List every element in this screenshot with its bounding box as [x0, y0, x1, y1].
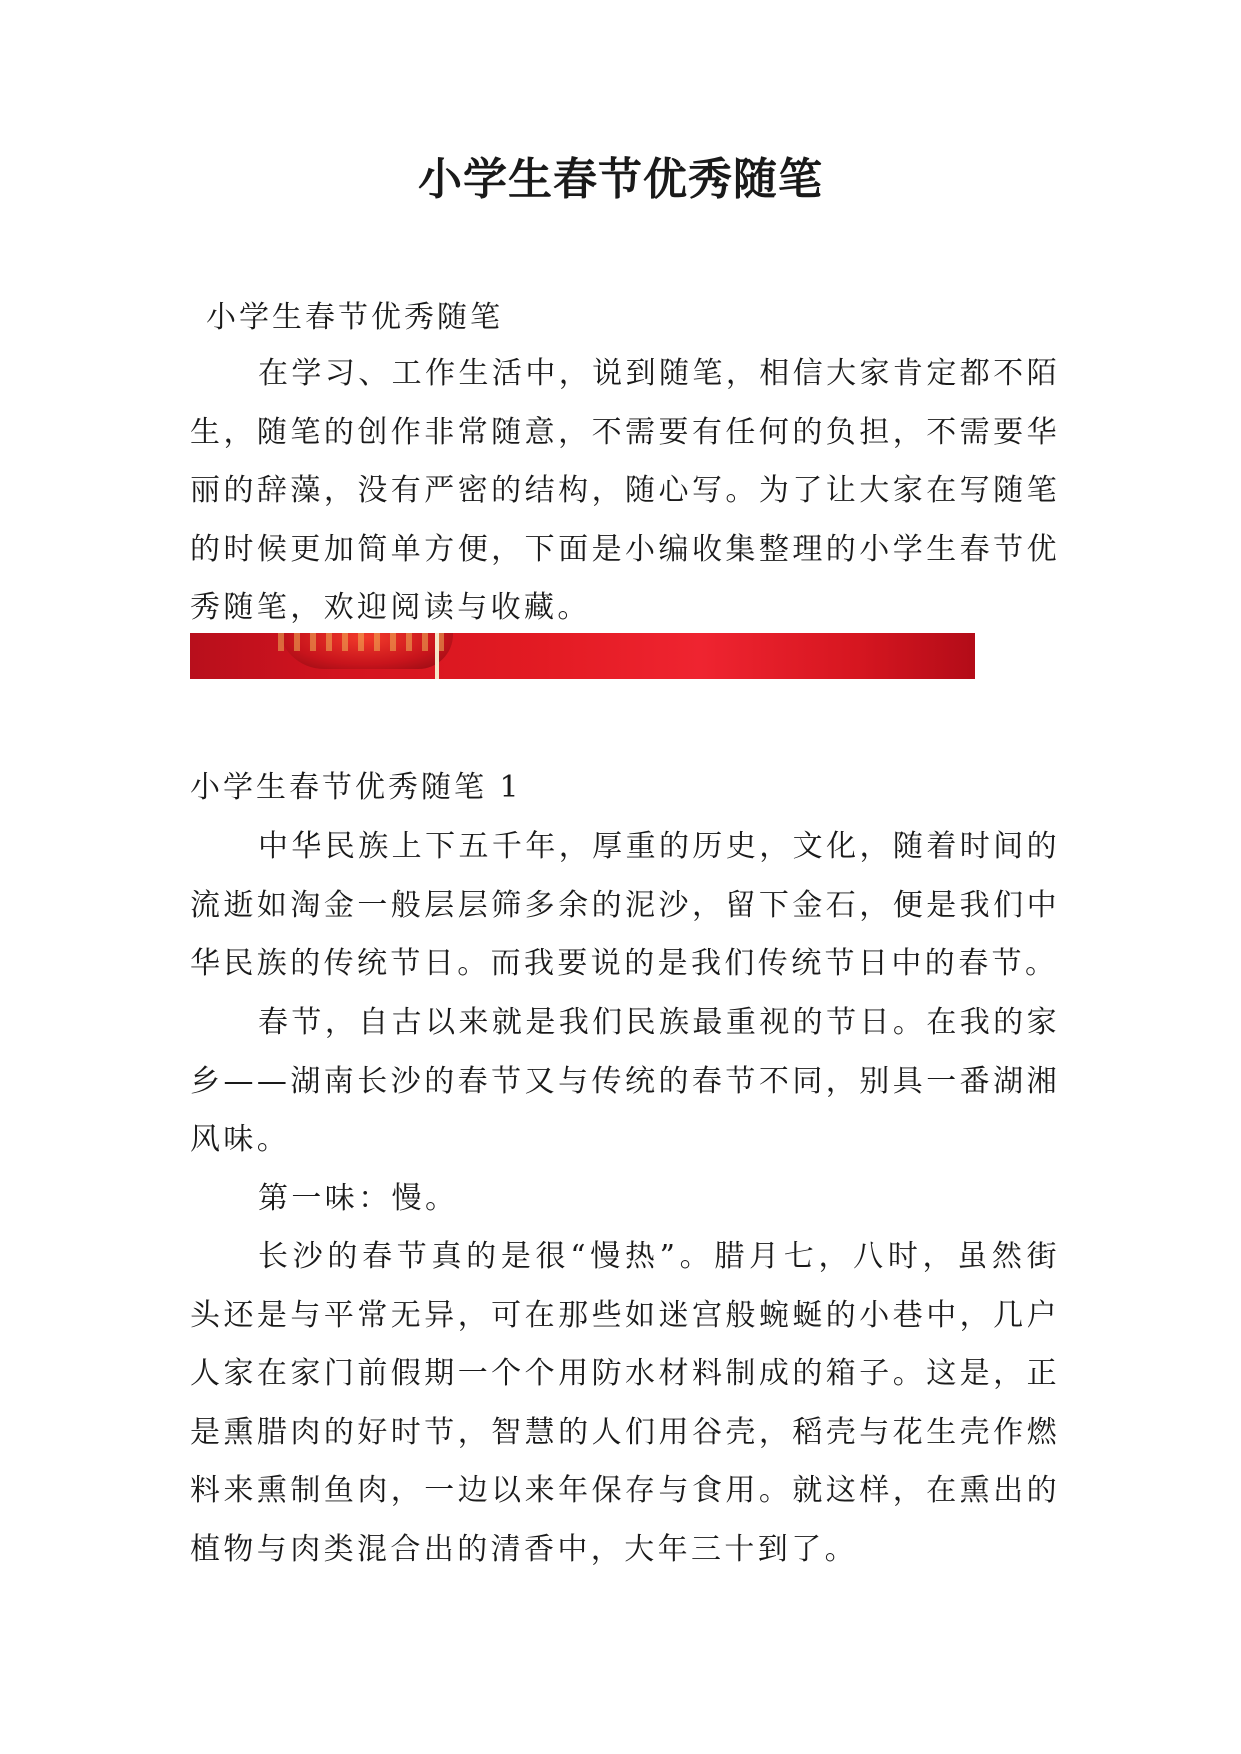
- section-heading: 小学生春节优秀随笔 1: [190, 770, 522, 805]
- body-paragraph: 中华民族上下五千年，厚重的历史，文化，随着时间的流逝如淘金一般层层筛多余的泥沙，留下金石，便是我们中华民族的传统节日。而我要说的是我们传统节日中的春节。: [190, 829, 1060, 982]
- lantern-icon: [278, 633, 453, 669]
- document-subtitle: 小学生春节优秀随笔: [206, 300, 503, 335]
- document-title: 小学生春节优秀随笔: [418, 154, 823, 205]
- lantern-tassel: [435, 633, 439, 679]
- intro-paragraph: 在学习、工作生活中，说到随笔，相信大家肯定都不陌生，随笔的创作非常随意，不需要有任何的负担，不需要华丽的辞藻，没有严密的结构，随心写。为了让大家在写随笔的时候更加简单方便，下面是小编收集整理的小学生春节优秀随笔，欢迎阅读与收藏。: [190, 356, 1060, 626]
- body-paragraph: 长沙的春节真的是很“慢热”。腊月七，八时，虽然街头还是与平常无异，可在那些如迷宫般蜿蜒的小巷中，几户人家在家门前假期一个个用防水材料制成的箱子。这是，正是熏腊肉的好时节，智慧的人们用谷壳，稻壳与花生壳作燃料来熏制鱼肉，一边以来年保存与食用。就这样，在熏出的植物与肉类混合出的清香中，大年三十到了。: [190, 1239, 1060, 1567]
- body-paragraph: 春节，自古以来就是我们民族最重视的节日。在我的家乡——湖南长沙的春节又与传统的春节不同，别具一番湖湘风味。: [190, 1005, 1060, 1158]
- red-lantern-banner-image: [190, 633, 975, 679]
- body-paragraph: 第一味：慢。: [258, 1181, 459, 1216]
- lantern-pattern: [278, 633, 453, 651]
